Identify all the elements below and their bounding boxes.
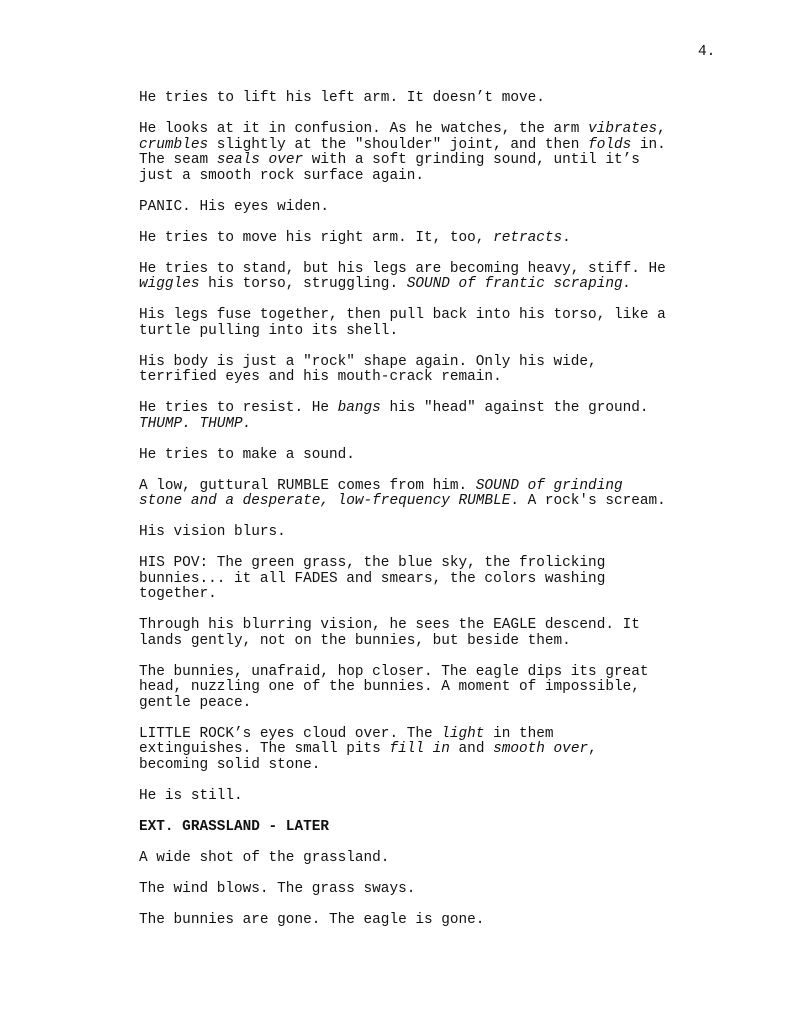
script-line <box>139 851 739 867</box>
action-paragraph <box>139 448 739 464</box>
action-paragraph <box>139 618 739 649</box>
script-line <box>139 417 739 433</box>
text-segment: He tries to lift his left arm. It doesn’t move. <box>139 90 545 106</box>
italic-text: smooth over <box>493 741 589 757</box>
text-segment: becoming solid stone. <box>139 756 321 773</box>
script-line <box>139 525 739 541</box>
text-segment: He tries to stand, but his legs are becoming heavy, stiff. He <box>139 260 666 277</box>
text-segment: A wide shot of the grassland. <box>139 849 390 866</box>
text-segment: in. <box>631 136 666 153</box>
script-line <box>139 200 739 216</box>
italic-text: folds <box>588 136 632 153</box>
action-paragraph <box>139 355 739 386</box>
text-segment: gentle peace. <box>139 694 252 711</box>
script-line <box>139 820 739 836</box>
script-line <box>139 448 739 464</box>
italic-text: vibrates <box>588 121 658 137</box>
text-segment: He looks at it in confusion. As he watches, the arm <box>139 121 589 137</box>
action-paragraph <box>139 789 739 805</box>
italic-text: bangs <box>337 400 381 416</box>
script-line <box>139 634 739 650</box>
script-line <box>139 665 739 681</box>
script-line <box>139 789 739 805</box>
text-segment: PANIC. His eyes widen. <box>139 198 329 215</box>
text-segment: The seam <box>139 152 217 168</box>
script-line <box>139 556 739 572</box>
text-segment: bunnies... it all FADES and smears, the colors washing <box>139 570 606 587</box>
script-line <box>139 169 739 185</box>
text-segment: his torso, struggling. <box>199 276 407 292</box>
script-body <box>139 91 739 944</box>
script-line <box>139 696 739 712</box>
text-segment: in them <box>484 725 554 742</box>
italic-text: THUMP. THUMP. <box>139 415 252 432</box>
text-segment: , <box>657 121 666 137</box>
script-line <box>139 231 739 247</box>
script-line <box>139 262 739 278</box>
action-paragraph <box>139 882 739 898</box>
script-line <box>139 355 739 371</box>
text-segment: The wind blows. The grass sways. <box>139 880 416 897</box>
action-paragraph <box>139 525 739 541</box>
text-segment: His vision blurs. <box>139 524 286 540</box>
text-segment: He is still. <box>139 787 243 804</box>
text-segment: lands gently, not on the bunnies, but beside them. <box>139 632 571 649</box>
text-segment: . A rock's scream. <box>510 493 666 509</box>
text-segment: He tries to make a sound. <box>139 446 355 463</box>
action-paragraph <box>139 231 739 247</box>
text-segment: slightly at the "shoulder" joint, and then <box>208 136 589 153</box>
italic-text: wiggles <box>139 276 200 292</box>
scene-heading <box>139 820 739 836</box>
script-line <box>139 122 739 138</box>
italic-text: light <box>441 725 485 742</box>
italic-text: seals over <box>216 152 304 168</box>
text-segment: His legs fuse together, then pull back into his torso, like a <box>139 307 666 323</box>
script-line <box>139 727 739 743</box>
script-line <box>139 401 739 417</box>
italic-text: retracts <box>493 229 563 246</box>
action-paragraph <box>139 200 739 216</box>
script-line <box>139 618 739 634</box>
action-paragraph <box>139 479 739 510</box>
action-paragraph <box>139 91 739 107</box>
action-paragraph <box>139 308 739 339</box>
text-segment: with a soft grinding sound, until it’s <box>303 152 640 168</box>
text-segment: turtle pulling into its shell. <box>139 322 399 339</box>
script-line <box>139 308 739 324</box>
action-paragraph <box>139 727 739 774</box>
text-segment: extinguishes. The small pits <box>139 741 390 757</box>
script-line <box>139 913 739 929</box>
text-segment: The bunnies are gone. The eagle is gone. <box>139 911 485 928</box>
script-line <box>139 370 739 386</box>
italic-text: SOUND of grinding <box>475 477 623 494</box>
page-number: 4. <box>698 44 716 60</box>
text-segment: head, nuzzling one of the bunnies. A moment of impossible, <box>139 679 640 695</box>
script-line <box>139 479 739 495</box>
script-line <box>139 91 739 107</box>
script-line <box>139 572 739 588</box>
script-line <box>139 153 739 169</box>
text-segment: EXT. GRASSLAND - LATER <box>139 818 329 835</box>
script-line <box>139 742 739 758</box>
text-segment: HIS POV: The green grass, the blue sky, the frolicking <box>139 555 606 571</box>
text-segment: The bunnies, unafraid, hop closer. The eagle dips its great <box>139 663 649 680</box>
italic-text: stone and a desperate, low-frequency RUMBLE <box>139 493 511 509</box>
italic-text: SOUND of frantic scraping. <box>406 276 632 292</box>
script-line <box>139 587 739 603</box>
script-line <box>139 494 739 510</box>
text-segment: His body is just a "rock" shape again. Only his wide, <box>139 353 597 370</box>
text-segment: and <box>449 741 494 757</box>
script-line <box>139 277 739 293</box>
script-line <box>139 680 739 696</box>
script-line <box>139 138 739 154</box>
text-segment: . <box>562 229 571 246</box>
action-paragraph <box>139 122 739 184</box>
action-paragraph <box>139 913 739 929</box>
action-paragraph <box>139 665 739 712</box>
text-segment: his "head" against the ground. <box>380 400 649 416</box>
italic-text: fill in <box>389 741 450 757</box>
text-segment: A low, guttural RUMBLE comes from him. <box>139 477 476 494</box>
text-segment: just a smooth rock surface again. <box>139 167 424 184</box>
text-segment: He tries to resist. He <box>139 400 338 416</box>
action-paragraph <box>139 556 739 603</box>
text-segment: terrified eyes and his mouth-crack remain. <box>139 369 502 385</box>
text-segment: , <box>588 741 597 757</box>
script-line <box>139 882 739 898</box>
action-paragraph <box>139 401 739 432</box>
script-line <box>139 758 739 774</box>
action-paragraph <box>139 262 739 293</box>
text-segment: together. <box>139 586 217 602</box>
italic-text: crumbles <box>139 136 209 153</box>
text-segment: Through his blurring vision, he sees the EAGLE descend. It <box>139 617 640 633</box>
script-line <box>139 324 739 340</box>
text-segment: LITTLE ROCK’s eyes cloud over. The <box>139 725 442 742</box>
action-paragraph <box>139 851 739 867</box>
text-segment: He tries to move his right arm. It, too, <box>139 229 494 246</box>
